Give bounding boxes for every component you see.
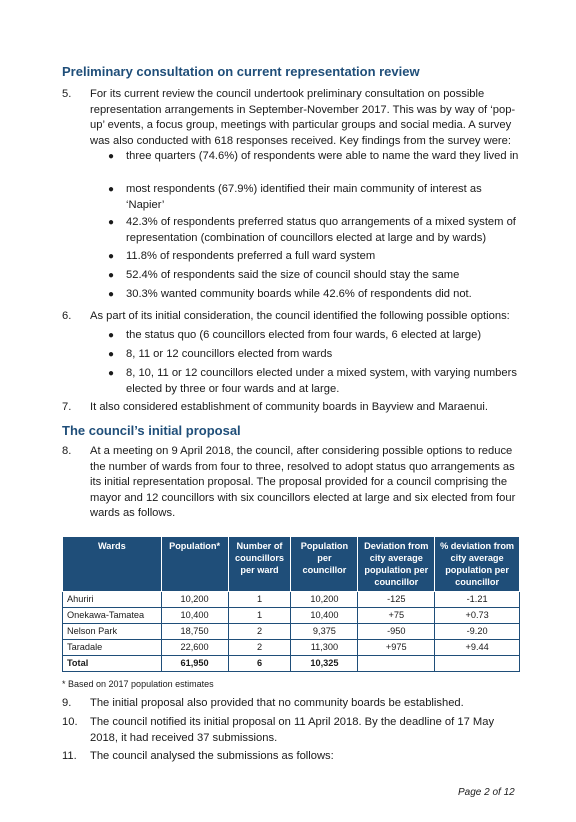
table-cell: 1: [228, 592, 291, 608]
table-cell: 2: [228, 640, 291, 656]
table-cell: +0.73: [435, 608, 520, 624]
table-cell: [358, 656, 435, 672]
table-cell: 10,200: [291, 592, 358, 608]
section-heading-initial-proposal: The council’s initial proposal: [62, 423, 241, 438]
paragraph-text: As part of its initial consideration, the council identified the following possible options:: [90, 310, 510, 322]
table-row: [63, 624, 520, 640]
table-cell: -950: [358, 624, 435, 640]
table-cell: +9.44: [435, 640, 520, 656]
table-cell: Taradale: [63, 640, 162, 656]
table-cell: 18,750: [161, 624, 228, 640]
bullet-icon: ●: [108, 270, 115, 281]
paragraph-number: 7.: [62, 401, 72, 413]
column-header: Population*: [161, 537, 228, 592]
table-header-row: [63, 537, 520, 592]
column-header: Wards: [63, 537, 162, 592]
bullet-icon: ●: [108, 217, 115, 228]
column-header: % deviation from city average population per councillor: [435, 537, 520, 592]
page-number: Page 2 of 12: [458, 787, 515, 798]
paragraph-text: The initial proposal also provided that no community boards be established.: [90, 697, 464, 709]
bullet-icon: ●: [108, 151, 115, 162]
table-cell: -125: [358, 592, 435, 608]
paragraph-text: It also considered establishment of community boards in Bayview and Maraenui.: [90, 401, 488, 413]
column-header: Number of councillors per ward: [228, 537, 291, 592]
paragraph-number: 10.: [62, 716, 78, 728]
table-cell: +975: [358, 640, 435, 656]
table-cell: 6: [228, 656, 291, 672]
table-cell: +75: [358, 608, 435, 624]
table-cell: Ahuriri: [63, 592, 162, 608]
paragraph-text: At a meeting on 9 April 2018, the council, after considering possible options to reduce the number of wards from four to three, resolved to adopt status quo arrangements as its initial representation proposal. The proposal provided for a council comprising the mayor and 12 councillors with six councillors elected at large and six elected from four wards as follows.: [90, 445, 516, 519]
table-cell: 1: [228, 608, 291, 624]
paragraph-text: The council analysed the submissions as follows:: [90, 750, 334, 762]
table-cell: Onekawa-Tamatea: [63, 608, 162, 624]
paragraph-text: For its current review the council undertook preliminary consultation on possible representation arrangements in September-November 2017. This was by way of ‘pop-up’ events, a focus group, meetings with particular groups and social media. A survey was also conducted with 618 responses received. Key findings from the survey were:: [90, 88, 516, 147]
table-cell: 22,600: [161, 640, 228, 656]
table-cell: Nelson Park: [63, 624, 162, 640]
table-cell: -9.20: [435, 624, 520, 640]
section-heading-preliminary-consultation: Preliminary consultation on current representation review: [62, 64, 420, 79]
table-cell: 10,200: [161, 592, 228, 608]
ward-representation-table: [62, 536, 520, 672]
table-row: [63, 640, 520, 656]
table-cell: 11,300: [291, 640, 358, 656]
table-cell: 61,950: [161, 656, 228, 672]
table-total-row: [63, 656, 520, 672]
bullet-icon: ●: [108, 330, 115, 341]
table-cell: Total: [63, 656, 162, 672]
table-cell: 10,400: [161, 608, 228, 624]
bullet-icon: ●: [108, 184, 115, 195]
paragraph-number: 6.: [62, 310, 72, 322]
document-page: Preliminary consultation on current representation review 5. For its current review the council undertook preliminary consultation on possible representation arrangements in September-November 2017. This was by way of ‘pop-up’ events, a focus group, meetings with particular groups and social media. A survey was also conducted with 618 responses received. Key findings from the survey were: ● three quarters (74.6%) of respondents were able to name the ward they lived in ● most respondents (67.9%) identified their main community of interest as ‘Napier’ ● 42.3% of respondents preferred status quo arrangements of a mixed system of representation (combination of councillors elected at large and by wards) ● 11.8% of respondents preferred a full ward system ● 52.4% of respondents said the size of council should stay the same ● 30.3% wanted community boards while 42.6% of respondents did not. 6. As part of its initial consideration, the council identified the following possible options: ● the status quo (6 councillors elected from four wards, 6 elected at large) ● 8, 11 or 12 councillors elected from wards ● 8, 10, 11 or 12 councillors elected under a mixed system, with varying numbers elected by three or four wards and at large. 7. It also considered establishment of community boards in Bayview and Maraenui. The council’s initial proposal 8. At a meeting on 9 April 2018, the council, after considering possible options to reduce the number of wards from four to three, resolved to adopt status quo arrangements as its initial representation proposal. The proposal provided for a council comprising the mayor and 12 councillors with six councillors elected at large and six elected from four wards as follows. Wards Population* Number of councillors per ward Population per councillor Deviation from city average population per councillor % deviation from city average population per councillor Ahuriri 10,200 1 10,200 -125 -1.21 Onekawa-Tamatea 10,400 1 10,400 +75 +0.73 Nelson Park 18,750 2 9,375 -950 -9.20 Taradale 22,600 2 11,300 +975 +9.44 Total 61,950 6 10,325 * Based on 2017 population estimates 9. The initial proposal also provided that no community boards be established. 10. The council notified its initial proposal on 11 April 2018. By the deadline of 17 May 2018, it had received 37 submissions. 11. The council analysed the submissions as follows: Page 2 of 12: [0, 0, 576, 822]
column-header: Population per councillor: [291, 537, 358, 592]
bullet-icon: ●: [108, 251, 115, 262]
table-row: [63, 608, 520, 624]
paragraph-number: 5.: [62, 88, 72, 100]
paragraph-number: 8.: [62, 445, 72, 457]
paragraph-number: 9.: [62, 697, 72, 709]
paragraph-number: 11.: [62, 750, 77, 762]
table-row: [63, 592, 520, 608]
paragraph-text: The council notified its initial proposal on 11 April 2018. By the deadline of 17 May 2018, it had received 37 submissions.: [90, 716, 495, 744]
table-cell: 2: [228, 624, 291, 640]
bullet-icon: ●: [108, 368, 115, 379]
table-cell: [435, 656, 520, 672]
table-cell: 9,375: [291, 624, 358, 640]
bullet-icon: ●: [108, 289, 115, 300]
table-cell: 10,400: [291, 608, 358, 624]
table-cell: -1.21: [435, 592, 520, 608]
table-cell: 10,325: [291, 656, 358, 672]
bullet-icon: ●: [108, 349, 115, 360]
table-footnote: * Based on 2017 population estimates: [62, 679, 214, 689]
column-header: Deviation from city average population per councillor: [358, 537, 435, 592]
